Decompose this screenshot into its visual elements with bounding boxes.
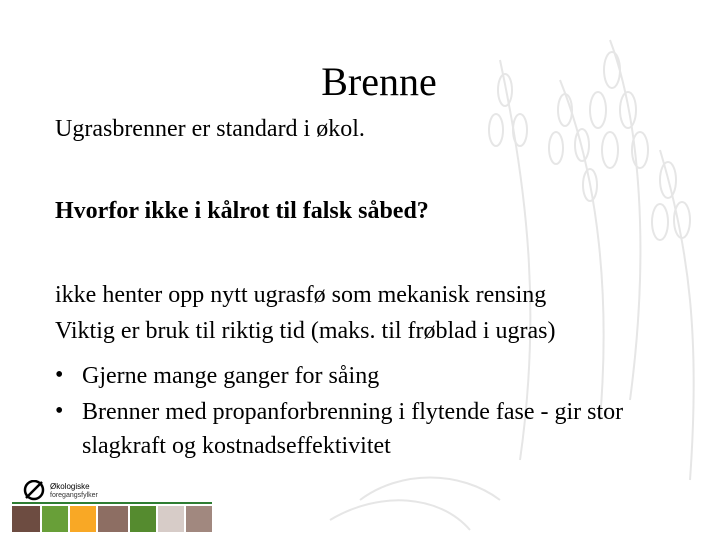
bullet-marker: • [55,398,64,424]
bullet-item-1: Gjerne mange ganger for såing [82,363,380,389]
slide-title: Brenne [321,59,437,104]
body-line-1: ikke henter opp nytt ugrasfø som mekanisk rensing [55,282,547,308]
bullet-item-2-cont: slagkraft og kostnadseffektivitet [82,433,391,459]
bullet-marker: • [55,362,64,388]
question-line: Hvorfor ikke i kålrot til falsk såbed? [55,198,429,224]
okologiske-logo-icon [12,480,212,535]
bullet-item-2: Brenner med propanforbrenning i flytende fase - gir stor [82,399,624,425]
logo-name: Økologiske [50,482,90,491]
logo-subtitle: foregangsfylker [50,492,98,499]
body-line-2: Viktig er bruk til riktig tid (maks. til frøblad i ugras) [55,318,556,344]
intro-line: Ugrasbrenner er standard i økol. [55,116,365,142]
